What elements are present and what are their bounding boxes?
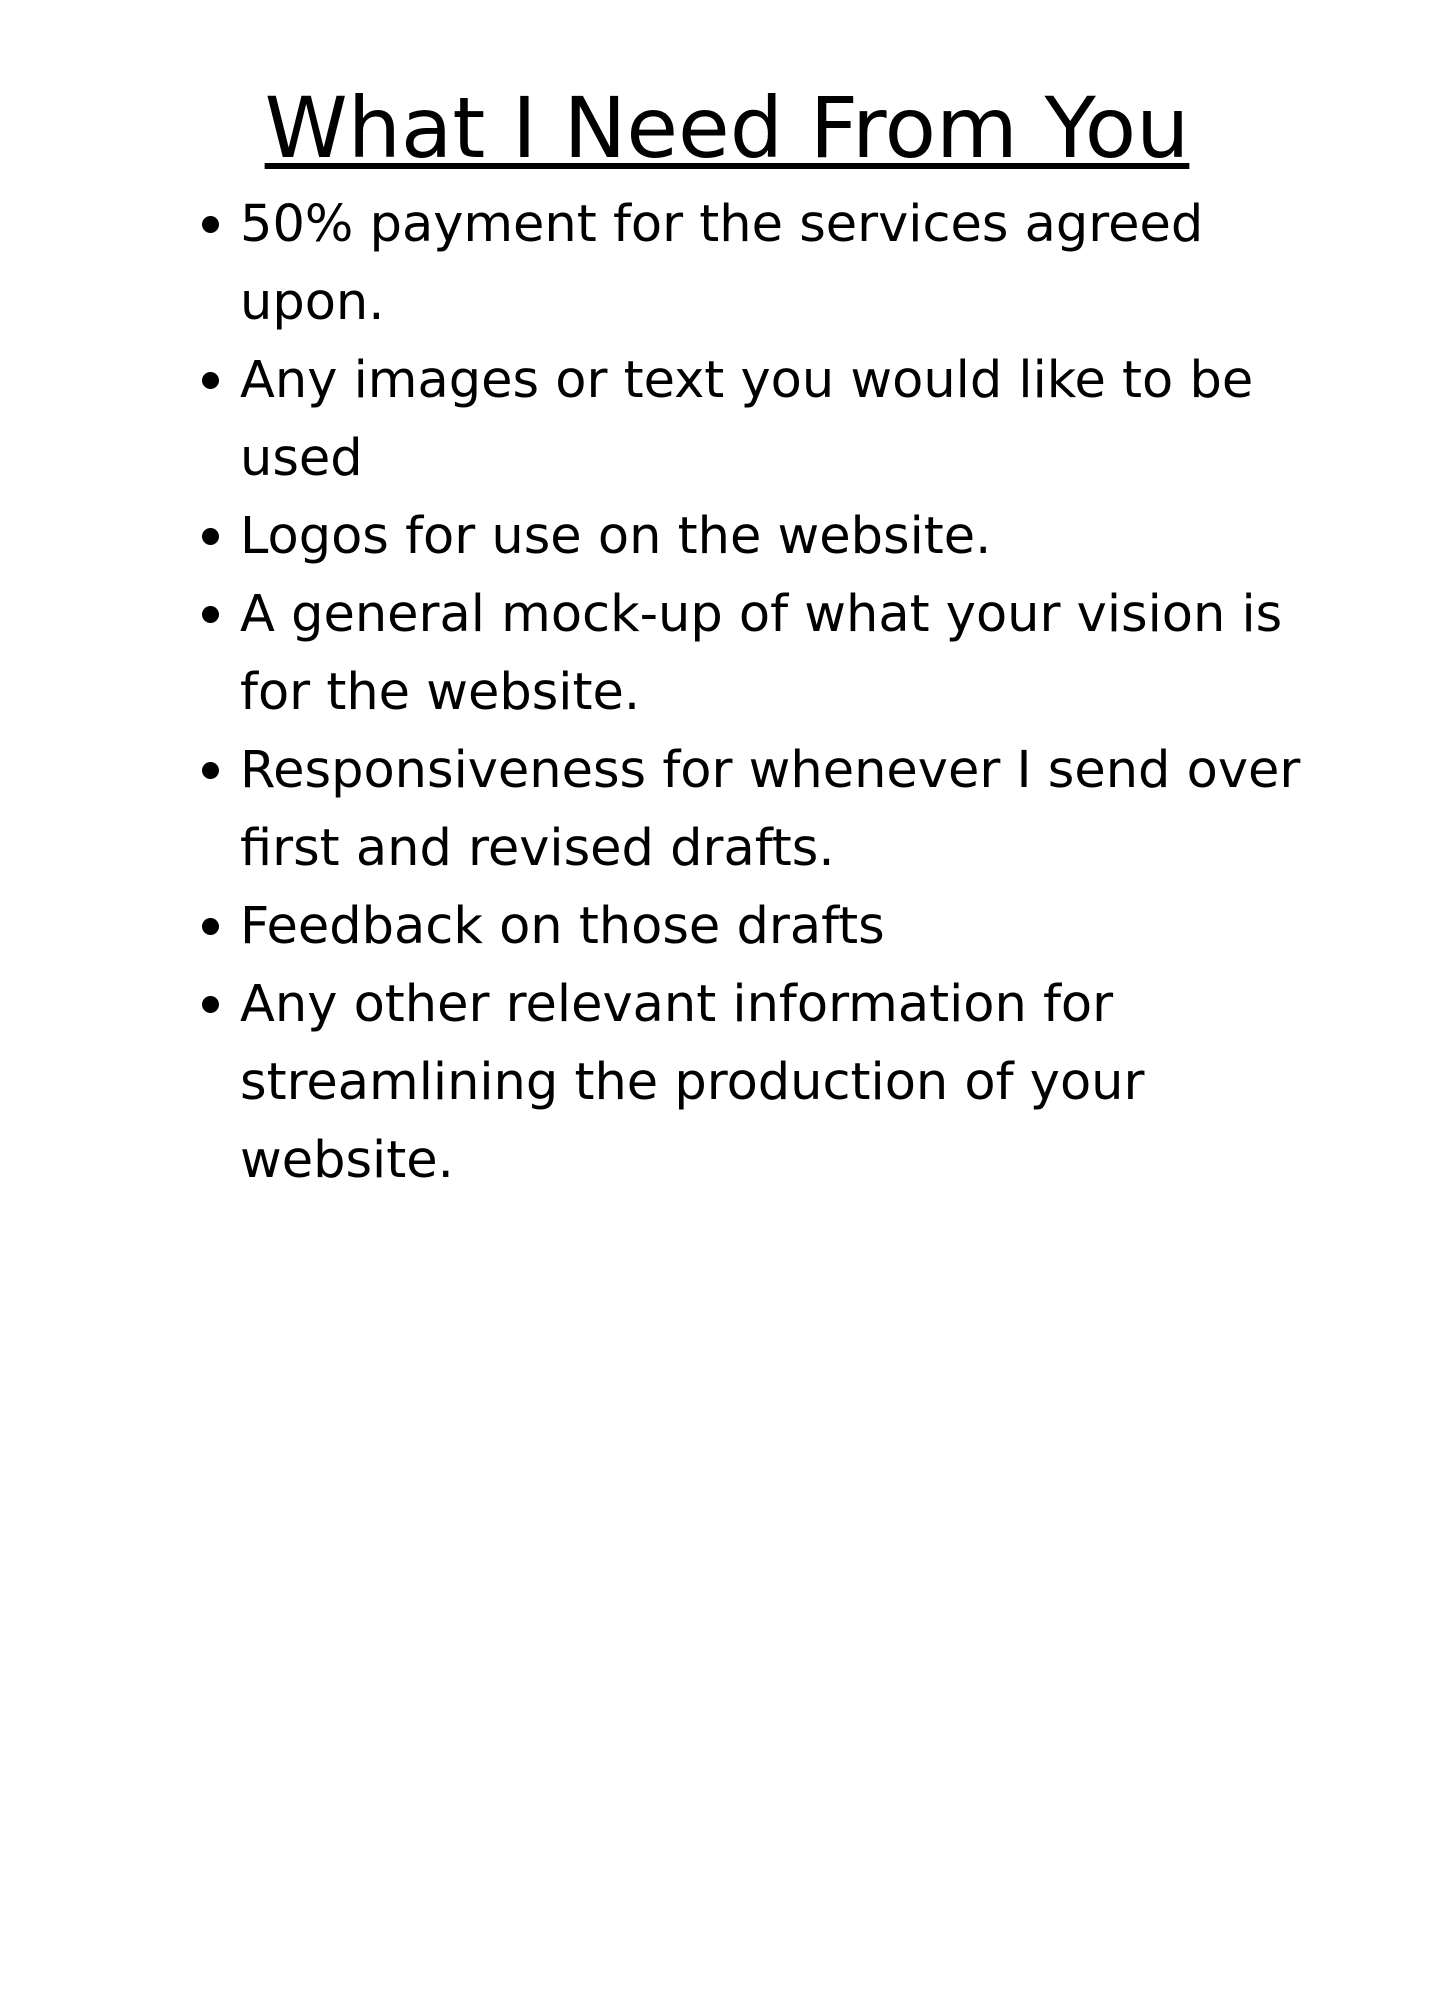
page-title — [0, 78, 1454, 178]
bullet-icon — [202, 528, 219, 545]
bullet-icon — [202, 372, 219, 389]
bullet-icon — [202, 606, 219, 623]
list-item — [240, 342, 1340, 498]
bullet-icon — [202, 918, 219, 935]
list-item — [240, 498, 1340, 576]
list-item-text: Any other relevant information for streamlining the production of your website. — [240, 975, 1145, 1190]
bullet-icon — [202, 216, 219, 233]
list-item — [240, 732, 1340, 888]
list-item-text: A general mock-up of what your vision is for the website. — [240, 585, 1283, 722]
list-item-text: 50% payment for the services agreed upon. — [240, 195, 1204, 332]
list-item — [240, 888, 1340, 966]
list-item — [240, 576, 1340, 732]
list-item — [240, 966, 1340, 1200]
requirements-list — [240, 186, 1340, 1200]
list-item-text: Any images or text you would like to be used — [240, 351, 1254, 488]
list-item-text: Feedback on those drafts — [240, 897, 885, 956]
page-title-text: What I Need From You — [264, 79, 1190, 177]
list-item-text: Logos for use on the website. — [240, 507, 992, 566]
bullet-icon — [202, 762, 219, 779]
list-item-text: Responsiveness for whenever I send over first and revised drafts. — [240, 741, 1301, 878]
list-item — [240, 186, 1340, 342]
bullet-icon — [202, 996, 219, 1013]
